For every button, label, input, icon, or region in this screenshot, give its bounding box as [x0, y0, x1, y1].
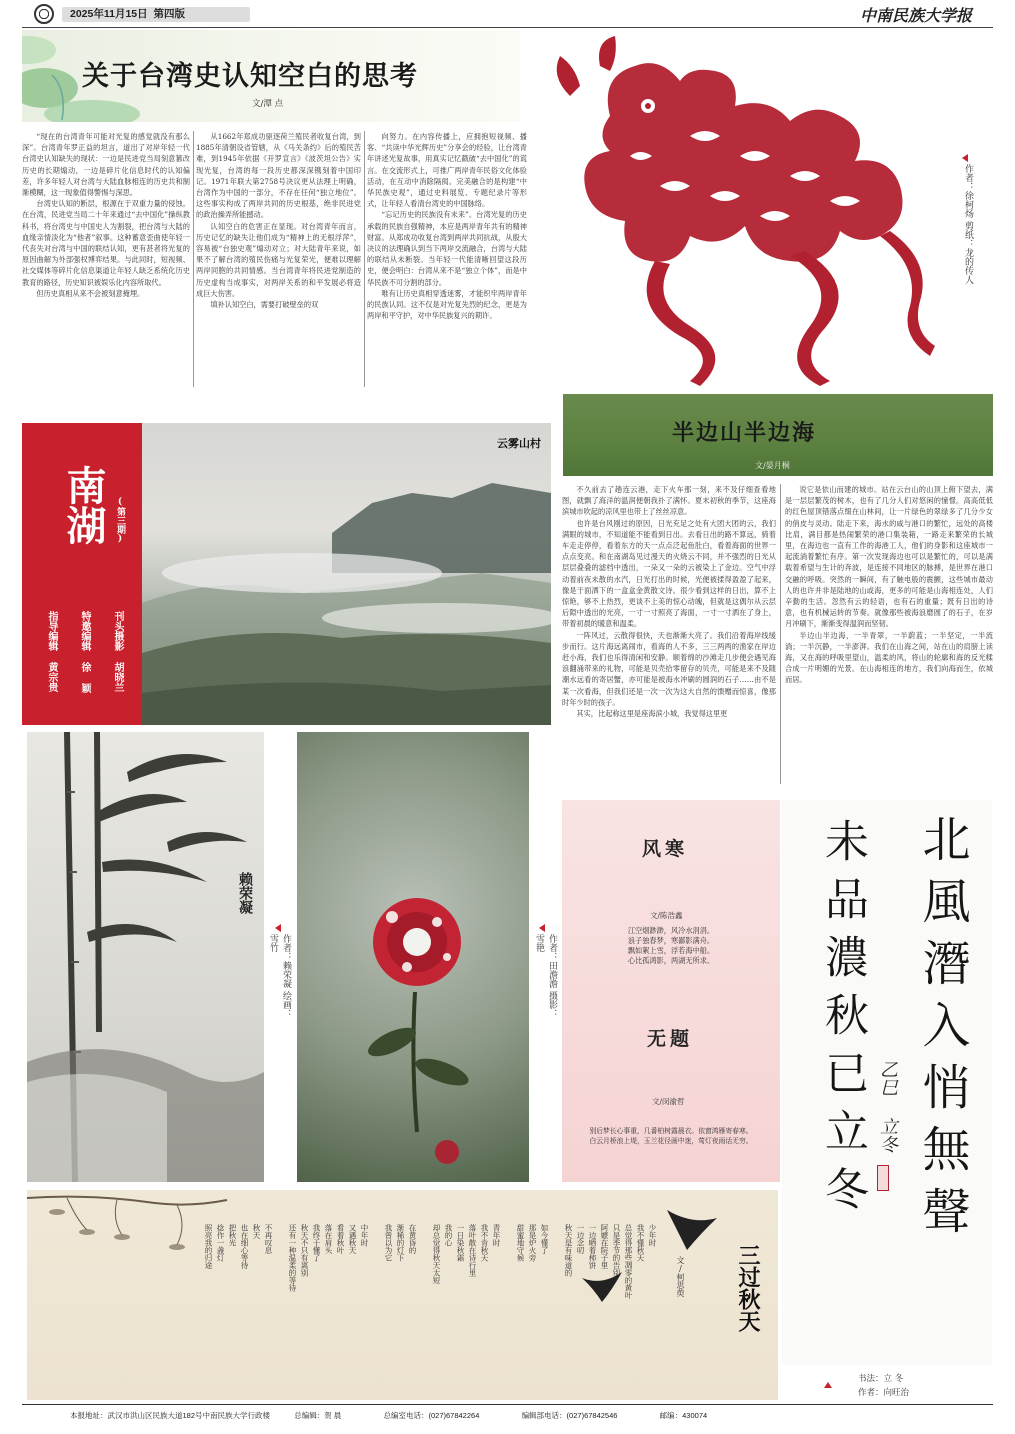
sanguo-poem-line: 如今懂了	[540, 1224, 549, 1254]
sanguo-poem-line: 一边晒着柿饼	[588, 1224, 597, 1269]
sanguo-poem-line: 甜蜜地守候	[516, 1224, 525, 1262]
sanguo-poem-line: 少年时	[648, 1224, 657, 1247]
sanguo-poem-line: 落在肩头	[324, 1224, 333, 1254]
article2-title: 半边山半边海	[672, 420, 817, 446]
nanhu-staff-2: 指导编辑 黄宗贵	[46, 611, 57, 692]
article2-col2-p1: 说它是依山而建的城市。站在云台山的山顶上俯下望去，满是一层层繁茂的树木，也有了几分人们对悠闲的憧憬。高高低低的红色屋顶错落点缀在山林间，让一片绿色的翠绿多了几分少女的俏皮与灵动。陆走下来，海水的咸与港口的繁忙，远处的高楼比肩，满目都是热闹繁荣的港口集装箱，一路走来繁荣的长城里，在海边也一直有工作的海港工人，他们的身影和这座城市一起流淌着繁忙有序。第一次发现海边也可以是繁忙的，可以是满载着希望与生计的奔波，是连接不同地区的脉搏，是世界在港口交融的呼吸。突然的一瞬间，有了触电般的震颤，这些城市最动人的也许并非是陆地的山或海，更多的可能是山海相连处，人们辛勤的生活。忽然有云的轻语，也有石的重量；既有日出的诗意，也有机械运转的节奏。就像那些被海浪磨圆了的石子，在岁月冲刷下，渐渐变得温润而坚韧。	[785, 485, 993, 629]
calligraphy-line-1: 北風潛入悄無聲	[914, 814, 970, 1248]
calligraphy-panel	[782, 800, 992, 1365]
article1-col3-p2: “忘记历史的民族没有未来”。台湾光复的历史承载的民族自强精神，本应是两岸青年共有的精神财富。从郑成功收复台湾到两岸共同抗战，从殷大决议的法理确认到当下两岸交流融合，台湾与大陆的联结从未断裂。当年轻一代能清晰回望这段历史，便会明白：台湾从来不是“独立个体”，而是中华民族不可分割的部分。	[367, 210, 527, 287]
sanguo-poem-line: 也在细心等待	[240, 1224, 249, 1269]
dragon-papercut-image	[540, 36, 950, 392]
column-divider	[780, 484, 781, 784]
article2-col1-p3: 一阵风过，云散得很快，天也渐渐大亮了。我们沿着海岸线缓步而行。这片海远离闹市，看海的人不多，三三两两的渔家在岸边赶小海，我们也乐得清闲和安静。顺着绵的沙滩走几步便会遇见海浪翻涌带来的礼物，可能是贝壳拾零留存的贝壳，可能是来不及随潮水远看的寄居蟹，亦可能是被海水冲刷的圆润的石子……由不是某一次看海，但我们还是一次一次为这大自然的馈赠而惊喜，像那时年少时的孩子。	[562, 630, 776, 707]
article1-col3-p3: 唯有让历史真相穿透迷雾，才能织牢两岸青年的民族认同。这不仅是对光复先烈的纪念，更是为两岸和平守护，对中华民族复兴的期许。	[367, 288, 527, 321]
sanguo-poem-line: 我的心	[444, 1224, 453, 1247]
bamboo-title: 赖荣凝	[237, 872, 253, 914]
article2-col1-p4: 其实，比起称这里是座海滨小城，我觉得这里更	[576, 709, 728, 719]
poem1-line: 心比孤鸿影，两湖无所求。	[627, 956, 715, 965]
sanguo-poem-body	[137, 1224, 657, 1394]
misty-mountains-illustration	[142, 423, 551, 725]
sanguo-poem-line	[275, 1224, 285, 1394]
article1-col3-p1: 向努力。在内容传播上，应拥抱短视频、播客、“共读中华光辉历史”分享会的经验，让台湾青年讲述光复故事，用真实记忆戳破“去中国化”的谎言。在交流形式上，可推广两岸青年民俗文化体验活动，在互动中消除隔阂。完美融合的是构建“中华民族史观”，通过史料展览、专题纪录片等形式，让年轻人看清台湾史的中国脉络。	[367, 132, 527, 209]
nanhu-issue: (第三期)	[115, 497, 125, 544]
article1-col2-p3: 填补认知空白，需要打破壁垒的双	[210, 300, 319, 310]
sanguo-poem-line: 秋天是有味道的	[564, 1224, 573, 1277]
calligraphy-seal	[877, 1165, 889, 1191]
sanguo-poem-line: 我终于懂了	[312, 1224, 321, 1262]
header-date-badge	[62, 7, 250, 22]
sanguo-poem-line	[503, 1224, 513, 1394]
column-divider	[364, 131, 365, 387]
sanguo-poem-line: 那是炉火旁	[528, 1224, 537, 1262]
sanguo-poem-line: 渐稀的灯下	[396, 1224, 405, 1262]
article1-col2-p1: 从1662年郑成功驱逐荷兰殖民者收复台湾，到1885年清朝设省管辖，从《马关条约》后的殖民苦难，到1945年依据《开罗宣言》《波茨坦公告》实现光复，台湾的每一段历史都深深镌刻着中国印记。1971年联大第2758号决议更从法理上明确，台湾作为中国的一部分，不存在任何“独立地位”。这些事实构成了两岸共同的历史根基，绝非民进党的政治操弄所能撼动。	[196, 132, 361, 220]
poem1-line: 江空烟渺渺，风冷水涓涓。	[627, 926, 715, 935]
sanguo-author: 文/柯思萸	[676, 1256, 685, 1297]
header-rule	[22, 27, 993, 28]
poems-pink-panel	[562, 800, 780, 1182]
sanguo-poem-line: 却总觉得秋天太短	[432, 1224, 441, 1284]
footer	[70, 1410, 970, 1421]
nanhu-red-panel	[22, 423, 142, 725]
poem1-body	[562, 926, 780, 966]
nanhu-title: 南湖	[60, 465, 106, 545]
sanguo-poem-line: 捻作一盏灯	[216, 1224, 225, 1262]
article1-author: 文/潭 点	[252, 99, 284, 109]
sanguo-poem-line: 把秋光	[228, 1224, 237, 1247]
article1-col1-p2: 台湾史认知的断层，根源在于双重力量的侵蚀。在台湾，民进党当局二十年来通过“去中国化”操纵教科书，将台湾史与中国史人为割裂，把台湾与大陆的血缘亲情淡化为“他者”叙事。这种蓄意歪曲使年轻一代丧失对台湾与中国的联结认知，更有甚者将光复的原因曲解为外部强权博弈结果。与此同时，短视频、社交媒体等碎片化信息渠道让年轻人缺乏系统化历史教育的路径，历史知识被娱乐化内容所取代。	[22, 199, 190, 287]
header-date: 2025年11月15日	[70, 8, 148, 20]
sanguo-title: 三过秋天	[735, 1244, 761, 1332]
sanguo-poem-line: 只是季节的告别	[612, 1224, 621, 1277]
column-divider	[193, 131, 194, 387]
sanguo-poem-line: 落叶散在诗行里	[468, 1224, 477, 1277]
calligraphy-signature: 乙巳 立冬	[877, 1060, 898, 1153]
article1-col2-p2: 认知空白的危害正在显现。对台湾青年而言，历史记忆的缺失让他们成为“精神上的无根浮萍”，容易被“台独史观”煽动对立；对大陆青年来说，如果不了解台湾的殖民伤痛与光复荣光，便难以理解两岸同胞的共同情感。当台湾青年将民进党制造的历史虚构当成事实，对两岸关系的和平发展必将造成巨大伤害。	[196, 221, 361, 298]
nanhu-photo-misty-village	[142, 423, 551, 725]
sanguo-poem-line	[419, 1224, 429, 1394]
article2-column-1	[562, 484, 776, 790]
sanguo-poem-line	[371, 1224, 381, 1394]
poem1-author: 文/陈浩鑫	[650, 911, 683, 920]
nanhu-photo-label: 云雾山村	[497, 437, 541, 450]
poem2-body	[566, 1126, 776, 1146]
calligraphy-credit-2: 作者：向旺治	[858, 1388, 910, 1398]
flower-caption: 作者：田澹澹 摄影：雪艳	[534, 934, 557, 1018]
sanguo-poem-line: 照亮我的归途	[204, 1224, 213, 1269]
poem2-author: 文/闵渝哲	[652, 1097, 685, 1106]
calligraphy-credit-1: 书法：立 冬	[858, 1374, 904, 1384]
dragon-papercut	[540, 36, 950, 392]
poem1-line: 浪子独春梦，寒鄙影满舟。	[627, 936, 715, 945]
poem2-title: 无题	[647, 1028, 694, 1050]
poem1-title: 风寒	[642, 838, 689, 860]
bamboo-snow-painting	[27, 732, 264, 1182]
article1-title: 关于台湾史认知空白的思考	[82, 61, 418, 92]
red-flower-illustration	[297, 732, 529, 1182]
sanguo-poem-line: 不再叹息	[264, 1224, 273, 1254]
article1-column-3	[367, 131, 527, 392]
footer-postcode: 邮编：430074	[659, 1411, 708, 1420]
flower-caption-marker	[539, 924, 545, 932]
sanguo-poem-line: 总觉得那些凋零的黄叶	[624, 1224, 633, 1299]
footer-edit-phone: 编辑部电话：(027)67842546	[521, 1411, 618, 1420]
footer-chief-phone: 总编室电话：(027)67842264	[383, 1411, 480, 1420]
header-edition: 第四版	[153, 8, 185, 20]
calligraphy-caption-marker	[824, 1382, 832, 1388]
dragon-caption: 作者：徐柯炀 剪纸：龙的传人	[963, 164, 973, 284]
sanguo-poem-line: 又遇秋天	[348, 1224, 357, 1254]
bamboo-caption-marker	[275, 924, 281, 932]
bamboo-caption: 作者：赖荣凝 绘画：雪竹	[268, 934, 291, 1018]
article1-col1-p3: 但历史真相从来不会被刻意掩埋。	[36, 288, 145, 298]
masthead-title: 中南民族大学报	[860, 6, 973, 25]
article2-column-2	[785, 484, 993, 784]
footer-address: 本报地址：武汉市洪山区民族大道182号中南民族大学行政楼	[70, 1411, 271, 1420]
bamboo-illustration	[27, 732, 264, 1182]
sanguo-panel	[27, 1190, 778, 1400]
article2-col1-p2: 也许是台风刚过的原因，日光充足之处有大团大团的云，我们满眼的城市，不知道能不能看到日出。去看日出的路不算远，骑着车走走停停，看着东方的天一点点泛起鱼肚白，看着海面的世界一点点变亮。和在南湖岛见过漫天的火烧云不同，并不强烈的日光从层层叠叠的滤档中透出，一朵又一朵的云被染上了金边。空气中浮动着前夜未散的水汽，日光打出的时候，光便被揉得盈盈了起来，像是于面洒下的一盒盒金黄散文诗。很少看到这样的日出，算不上惊艳，够不上热烈，更谈不上美的惊心动魄，但就是这偶尔从云层后隙中透出的光亮，一寸一寸照亮了海面，一寸一寸洒在了身上，带着初晨的暖意和温柔。	[562, 518, 776, 629]
sanguo-poem-line: 一边念叨	[576, 1224, 585, 1254]
article1-column-1	[22, 131, 190, 392]
footer-rule	[22, 1404, 993, 1405]
article1-column-2	[196, 131, 361, 392]
article2-col1-p1: 不久前去了趟连云港，走下火车那一刻，来不及仔细查看地图，就飘了海洋的温润便朝我扑了满怀。夏末初秋的季节，这座海滨城市吹起的凉风里也带上了丝丝凉意。	[562, 485, 776, 517]
poem1-line: 飘如絮上雪，浮若海中船。	[627, 946, 715, 955]
poem2-line: 白云月桥浪上堤，玉兰花径画中迷，莺灯夜雨话无穷。	[589, 1137, 753, 1145]
sanguo-poem-line: 秋天	[252, 1224, 261, 1239]
sanguo-poem-line: 一日染秋霜	[456, 1224, 465, 1262]
sanguo-poem-line: 阿嬷在院子里	[600, 1224, 609, 1269]
sanguo-poem-line	[551, 1224, 561, 1394]
nanhu-staff-3: 特邀编辑 徐 颖	[79, 611, 90, 693]
article2-col2-p2: 半边山半边海，一半青翠，一半蔚蓝；一半坚定，一半流淌；一半沉静，一半澎湃。我们在山海之间，站在山的肩膀上读海，又在海的呼吸里望山，温柔的风，将山的轮廓和海的反光糅合成一片明媚的光景。在山海相连的地方，我们向海而生，依城而居。	[785, 630, 993, 685]
sanguo-poem-line: 我不肯秋天	[480, 1224, 489, 1262]
nanhu-staff-1: 刊头摄影 胡晓兰	[112, 611, 123, 692]
sanguo-poem-line: 我不懂秋天	[636, 1224, 645, 1262]
sanguo-poem-line: 青年时	[492, 1224, 501, 1247]
article2-author: 文/晏月桐	[755, 461, 790, 470]
dragon-caption-marker	[962, 154, 968, 162]
article1-col1-p1: “现在的台湾青年可能对光复的感觉就没有那么深”。台湾青年罗正益的坦言，道出了对岸年轻一代台湾史认知缺失的现状：一边是民进党当局刻意篡改历史的长期煽动，一边是碎片化信息时代的认知偏差，许多年轻人对台湾与大陆血脉相连的历史共和制渐模糊，这一现象值得警惕与深思。	[22, 132, 190, 198]
flower-snow-photo	[297, 732, 529, 1182]
sanguo-poem-line: 秋天不只有离别	[300, 1224, 309, 1277]
poem2-line: 别后梦长心事重，几番柏树露晨衣。依窗鸿雁寄春寒。	[589, 1127, 753, 1135]
sanguo-poem-line: 我曾以为它	[384, 1224, 393, 1262]
sanguo-poem-line: 在黄昏的	[408, 1224, 417, 1254]
footer-chief-editor: 总编辑：贺 晨	[294, 1411, 342, 1420]
masthead-emblem	[34, 4, 54, 24]
sanguo-poem-line: 中年时	[360, 1224, 369, 1247]
calligraphy-line-2: 未品濃秋已立冬	[817, 818, 868, 1224]
sanguo-poem-line: 看着秋叶	[336, 1224, 345, 1254]
sanguo-poem-line: 还有一种温柔的等待	[288, 1224, 297, 1292]
